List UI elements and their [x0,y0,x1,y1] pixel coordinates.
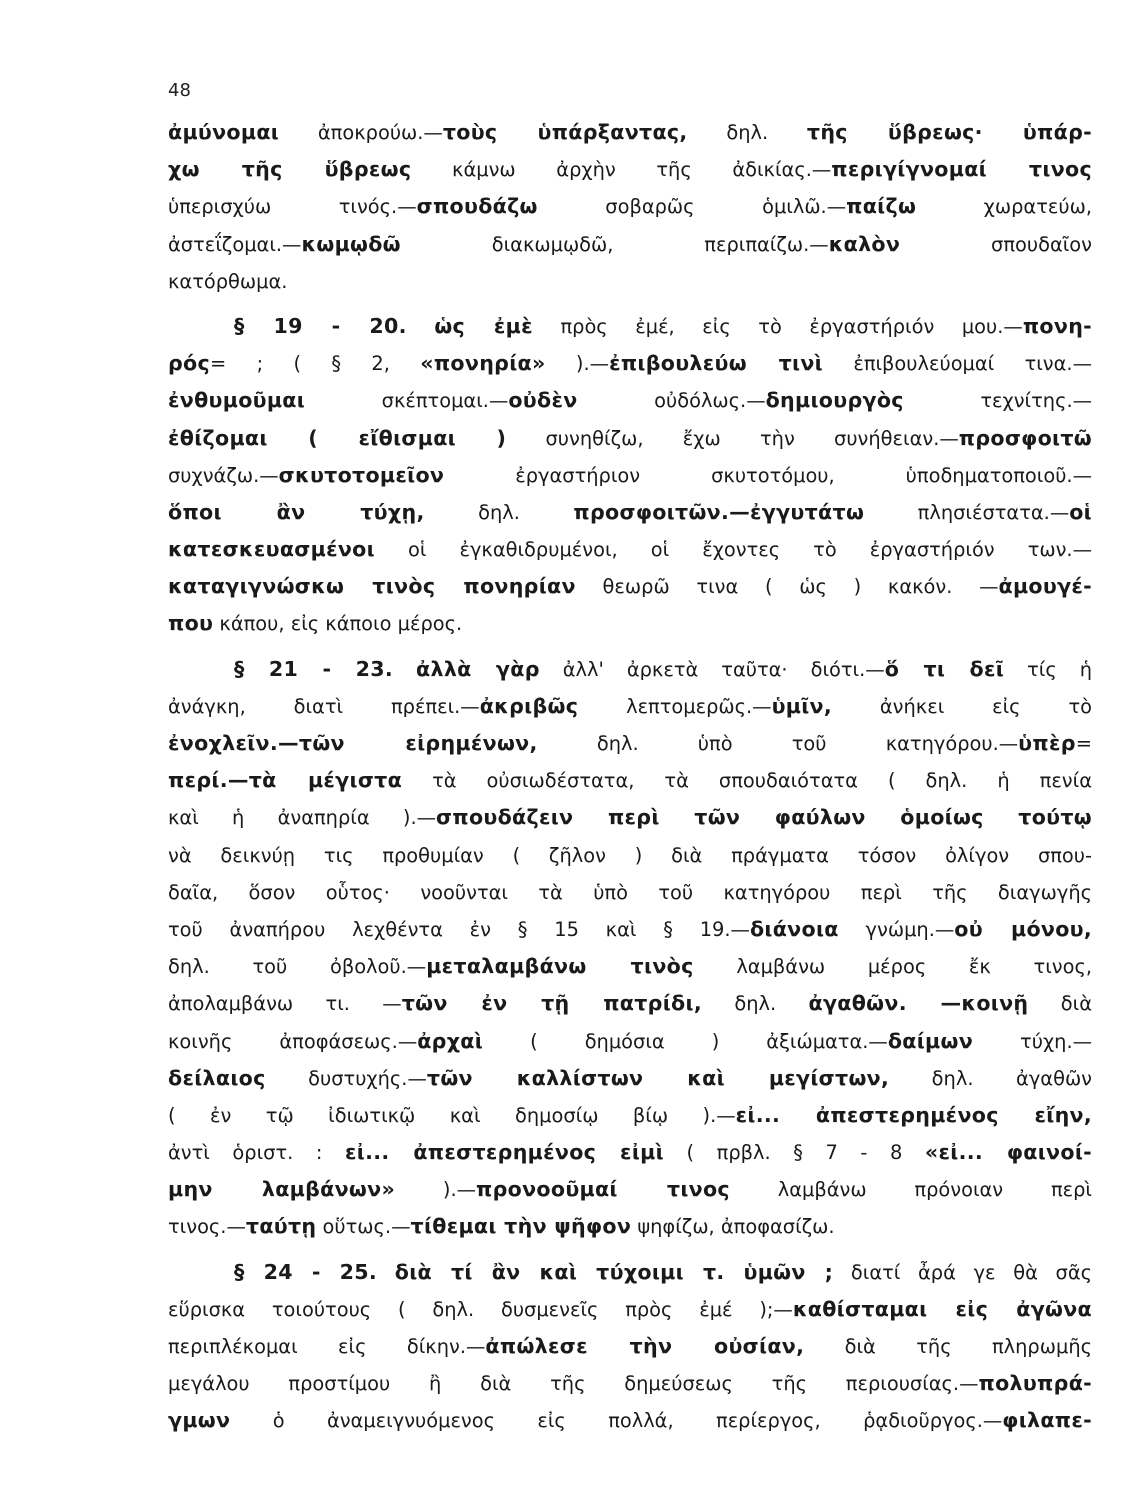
headword-text: § 19 - 20. [234,313,407,338]
text-line [168,263,1092,300]
headword-text: κωμῳδῶ [301,231,401,256]
gloss-text: δηλ. ἀγαθῶν [889,1066,1093,1090]
gloss-text: τύχη.— [973,1029,1092,1053]
headword-text: ἀρχαὶ [417,1028,484,1053]
headword-text: πολυπρά- [978,1371,1092,1396]
headword-text: τοὺς ὑπάρξαντας, [442,120,688,144]
gloss-text: ἀνάγκη, διατὶ πρέπει.— [168,694,480,718]
headword-text: τῆς ὕβρεως· ὑπάρ- [806,120,1092,144]
headword-text: ρός [168,351,210,376]
text-line [168,457,1092,494]
gloss-text: διὰ τῆς πληρωμῆς [804,1335,1092,1358]
headword-text: σπουδάζειν περὶ τῶν φαύλων ὁμοίως τούτῳ [436,805,1092,830]
gloss-text [407,315,435,338]
gloss-text: καὶ ἡ ἀναπηρία ).— [168,806,437,830]
text-line [168,1060,1092,1097]
gloss-text: ἀπολαμβάνω τι. — [168,992,402,1016]
headword-text: κατεσκευασμένοι [168,537,375,562]
gloss-text: τεχνίτης.— [903,389,1093,413]
text-line [168,799,1092,836]
headword-text: χω τῆς ὕβρεως [168,157,412,182]
text-line [168,1208,1092,1245]
headword-text: οὐδὲν [508,388,578,413]
headword-text: προνοοῦμαί τινος [476,1177,730,1202]
gloss-text [393,658,416,681]
text-line [168,151,1092,188]
gloss-text: λαμβάνω πρόνοιαν περὶ [729,1178,1092,1202]
gloss-text: ἀνήκει εἰς τὸ [832,694,1092,718]
headword-text: πονη- [1022,313,1093,338]
gloss-text: κοινῆς ἀποφάσεως.— [168,1029,418,1053]
gloss-text: = ; ( § 2, [210,352,421,376]
headword-text: καλὸν [828,231,901,256]
gloss-text: δυστυχής.— [265,1066,427,1090]
text-line [168,420,1092,457]
text-line [168,226,1092,263]
gloss-text: συχνάζω.— [168,463,279,487]
headword-text: οὐ μόνου, [954,916,1093,941]
gloss-text: διακωμῳδῶ, περιπαίζω.— [400,232,829,256]
headword-text: ὅ τι δεῖ [884,656,1005,681]
headword-text: καθίσταμαι εἰς ἀγῶνα [792,1296,1092,1321]
headword-text: ἐνθυμοῦμαι [168,388,306,413]
gloss-text: δηλ. [701,992,809,1016]
text-line [168,345,1092,382]
text-line [168,531,1092,568]
text-line [168,837,1092,874]
gloss-text: ἐργαστήριον σκυτοτόμου, ὑποδηματοποιοῦ.— [444,463,1092,487]
gloss-text: = [1075,732,1093,755]
headword-text: ὑμῖν, [771,693,832,718]
headword-text: εἰ... ἀπεστερημένος εἴην, [735,1102,1092,1127]
text-line [168,651,1092,688]
headword-text: ἀκριβῶς [479,693,579,718]
text-line [168,1171,1092,1208]
gloss-text: τοῦ ἀναπήρου λεχθέντα ἐν § 15 καὶ § 19.— [168,917,750,941]
gloss-text: ὁ ἀναμειγνυόμενος εἰς πολλά, περίεργος, ῥᾳδιοῦργος.— [230,1409,1003,1433]
headword-text: «εἰ... φαινοί- [924,1140,1092,1165]
gloss-text: περιπλέκομαι εἰς δίκην.— [168,1335,486,1358]
text-line [168,911,1092,948]
gloss-text: ἐπιβουλεύομαί τινα.— [823,352,1092,376]
headword-text: ἀπώλεσε τὴν οὐσίαν, [485,1334,805,1358]
gloss-text: τινος.— [168,1215,246,1239]
gloss-text: ( ἐν τῷ ἰδιωτικῷ καὶ δημοσίῳ βίῳ ).— [168,1103,736,1127]
headword-text: φιλαπε- [1002,1408,1092,1433]
gloss-text: τίς ἡ [1004,657,1092,681]
headword-text: τῶν ἐν τῇ πατρίδι, [401,991,702,1016]
gloss-text: δηλ. [687,121,807,144]
text-line [168,605,1092,642]
text-line [168,568,1092,605]
gloss-text: ).— [395,1178,477,1202]
text-line [168,1134,1092,1171]
gloss-text: ἀποκρούω.— [279,121,443,144]
headword-text: ἀγαθῶν. —κοινῇ [808,991,1029,1016]
gloss-text: σοβαρῶς ὁμιλῶ.— [537,195,847,219]
gloss-text: κατόρθωμα. [168,269,288,293]
gloss-text: ψηφίζω, ἀποφασίζω. [631,1215,835,1239]
headword-text: μην λαμβάνων» [168,1177,396,1202]
text-line [168,1097,1092,1134]
headword-text: ἀλλὰ γὰρ [416,656,540,681]
headword-text: εἰ... ἀπεστερημένος εἰμὶ [344,1140,664,1165]
headword-text: ὅποι ἂν τύχῃ, [168,499,425,524]
gloss-text: οὐδόλως.— [577,389,766,413]
page-number: 48 [168,80,191,101]
gloss-text: γνώμη.— [838,917,955,941]
headword-text: σπουδάζω [416,194,538,219]
headword-text: περί.—τὰ μέγιστα [168,768,403,793]
gloss-text: δαῖα, ὅσον οὗτος· νοοῦνται τὰ ὑπὸ τοῦ κατηγόρου περὶ τῆς διαγωγῆς [168,880,1092,904]
gloss-text: σπουδαῖον [900,232,1092,256]
headword-text: τίθεμαι τὴν ψῆφον [410,1214,632,1239]
headword-text: προσφοιτῶν.—ἐγγυτάτω [573,499,865,524]
gloss-text: νὰ δεικνύῃ τις προθυμίαν ( ζῆλον ) διὰ πράγματα τόσον ὀλίγον σπου- [168,843,1092,867]
gloss-text: διατί ἆρά γε θὰ σᾶς [833,1260,1093,1284]
headword-text: § 21 - 23. [234,656,394,681]
headword-text: ταύτῃ [245,1214,317,1239]
text-line [168,188,1092,225]
headword-text: μεταλαμβάνω τινὸς [426,954,694,979]
gloss-text: ἀστεΐζομαι.— [168,232,302,256]
headword-text: που [168,611,214,636]
text-line [168,985,1092,1022]
gloss-text: οἱ ἐγκαθιδρυμένοι, οἱ ἔχοντες τὸ ἐργαστήριόν των.— [374,538,1092,562]
gloss-text: σκέπτομαι.— [305,389,509,413]
gloss-text: ( πρβλ. § 7 - 8 [663,1141,925,1165]
gloss-text: κάμνω ἀρχὴν τῆς ἀδικίας.— [411,158,832,182]
headword-text: § 24 - 25. [234,1259,378,1284]
headword-text: ἐπιβουλεύω τινὶ [609,351,823,376]
gloss-text: δηλ. ὑπὸ τοῦ κατηγόρου.— [537,732,1019,755]
text-line [168,1023,1092,1060]
gloss-text: διὰ [1028,992,1092,1016]
gloss-text: συνηθίζω, ἔχω τὴν συνήθειαν.— [506,426,959,450]
headword-text: δαίμων [887,1028,974,1053]
text-line [168,1365,1092,1402]
headword-text: ὑπὲρ [1018,731,1076,755]
gloss-text: λεπτομερῶς.— [578,694,772,718]
text-line [168,725,1092,762]
gloss-text: πρὸς ἐμέ, εἰς τὸ ἐργαστήριόν μου.— [532,314,1023,338]
gloss-text: ( δημόσια ) ἀξιώματα.— [483,1029,888,1053]
headword-text: γμων [168,1408,231,1433]
gloss-text: εὕρισκα τοιούτους ( δηλ. δυσμενεῖς πρὸς ἐμέ );— [168,1297,793,1321]
headword-text: περιγίγνομαί τινος [831,157,1092,182]
headword-text: ἐθίζομαι ( εἴθισμαι ) [168,425,507,450]
text-line [168,382,1092,419]
gloss-text: δηλ. [424,500,574,524]
text-line [168,1291,1092,1328]
gloss-text: ἀλλ' ἀρκετὰ ταῦτα· διότι.— [539,657,885,681]
page-text [168,114,1092,1440]
headword-text: καταγιγνώσκω τινὸς πονηρίαν [168,574,576,599]
headword-text: οἱ [1069,499,1092,524]
text-line [168,874,1092,911]
gloss-text: ).— [545,352,610,376]
headword-text: δημιουργὸς [765,388,904,413]
gloss-text: μεγάλου προστίμου ἢ διὰ τῆς δημεύσεως τῆς περιουσίας.— [168,1372,979,1396]
text-line [168,1328,1092,1365]
gloss-text: τὰ οὐσιωδέστατα, τὰ σπουδαιότατα ( δηλ. ἡ πενία [402,769,1092,793]
headword-text: ἀμύνομαι [168,120,280,144]
text-line [168,308,1092,345]
gloss-text: ὑπερισχύω τινός.— [168,195,417,219]
gloss-text: λαμβάνω μέρος ἔκ τινος, [693,955,1092,979]
headword-text: ἐνοχλεῖν.—τῶν εἰρημένων, [168,731,538,755]
text-line [168,114,1092,151]
headword-text: διὰ τί ἂν καὶ τύχοιμι τ. ὑμῶν ; [394,1259,834,1284]
gloss-text [377,1261,395,1284]
headword-text: σκυτοτομεῖον [278,462,445,487]
gloss-text: οὕτως.— [316,1215,411,1239]
text-line [168,1402,1092,1439]
headword-text: διάνοια [749,916,839,941]
headword-text: δείλαιος [168,1065,266,1090]
text-line [168,688,1092,725]
gloss-text: χωρατεύω, [916,195,1092,219]
gloss-text: ἀντὶ ὁριστ. : [168,1141,345,1165]
headword-text: τῶν καλλίστων καὶ μεγίστων, [426,1065,890,1090]
gloss-text: δηλ. τοῦ ὀβολοῦ.— [168,955,427,979]
headword-text: «πονηρία» [420,351,546,376]
headword-text: προσφοιτῶ [958,425,1092,450]
headword-text: ἀμουγέ- [998,574,1093,599]
text-line [168,1254,1092,1291]
headword-text: παίζω [846,194,917,219]
gloss-text: θεωρῶ τινα ( ὡς ) κακόν. — [575,575,999,599]
gloss-text: κάπου, εἰς κάποιο μέρος. [213,612,463,636]
text-line [168,948,1092,985]
headword-text: ὡς ἐμὲ [434,313,533,338]
text-line [168,494,1092,531]
gloss-text: πλησιέστατα.— [864,500,1070,524]
text-line [168,762,1092,799]
